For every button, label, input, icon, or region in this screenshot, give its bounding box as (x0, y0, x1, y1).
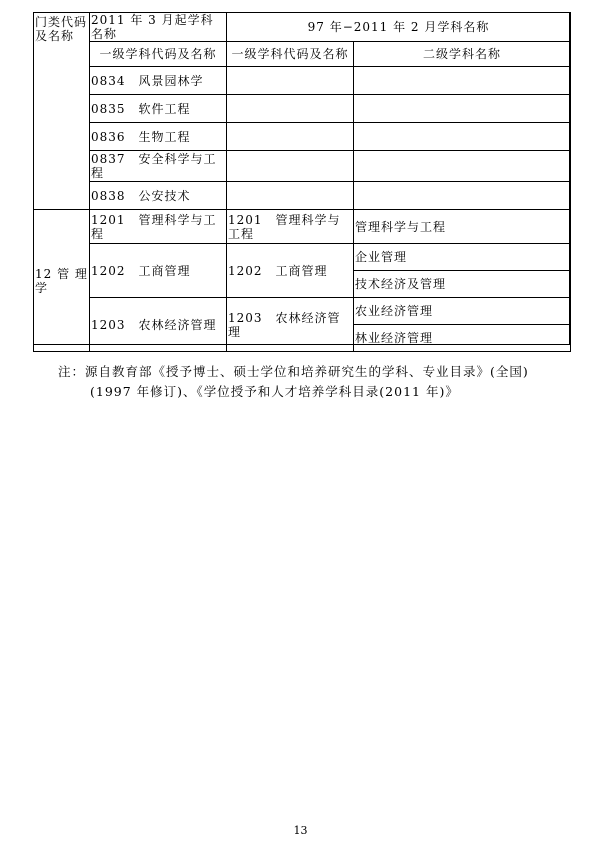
second-level-cell: 技术经济及管理 (354, 271, 571, 298)
note-line-1: 注：源自教育部《授予博士、硕士学位和培养研究生的学科、专业目录》(全国) (58, 364, 529, 379)
new-discipline-cell: 0838 公安技术 (90, 182, 227, 210)
old-discipline-cell (227, 123, 354, 151)
new-title-cell: 2011 年 3 月起学科名称 (90, 13, 227, 42)
table-row (34, 244, 571, 271)
table-row (34, 151, 571, 182)
new-discipline-cell: 0837 安全科学与工程 (90, 151, 227, 182)
subheader-row (34, 42, 571, 67)
second-level-cell: 管理科学与工程 (354, 210, 571, 244)
old-discipline-cell (227, 95, 354, 123)
old-first-level-header: 一级学科代码及名称 (227, 42, 354, 67)
table-row (34, 67, 571, 95)
new-discipline-cell: 0834 风景园林学 (90, 67, 227, 95)
second-level-cell: 企业管理 (354, 244, 571, 271)
new-discipline-cell: 1201 管理科学与工程 (90, 210, 227, 244)
old-discipline-cell: 1202 工商管理 (227, 244, 354, 298)
new-discipline-cell: 1203 农林经济管理 (90, 298, 227, 352)
new-first-level-header: 一级学科代码及名称 (90, 42, 227, 67)
second-level-cell: 林业经济管理 (354, 325, 571, 352)
second-level-cell (354, 67, 571, 95)
old-discipline-cell (227, 151, 354, 182)
table-row (34, 95, 571, 123)
new-discipline-cell: 1202 工商管理 (90, 244, 227, 298)
old-title-cell: 97 年−2011 年 2 月学科名称 (227, 13, 571, 42)
category-header-cell: 门类代码及名称 (34, 13, 90, 210)
table-row (34, 298, 571, 325)
header-row (34, 13, 571, 42)
old-discipline-cell (227, 67, 354, 95)
discipline-table (33, 12, 571, 352)
old-discipline-cell: 1201 管理科学与工程 (227, 210, 354, 244)
management-category-cell: 12 管 理学 (34, 210, 90, 352)
table-row (34, 210, 571, 244)
source-note (58, 362, 558, 402)
new-discipline-cell: 0836 生物工程 (90, 123, 227, 151)
second-level-cell (354, 95, 571, 123)
table-row (34, 123, 571, 151)
second-level-cell: 农业经济管理 (354, 298, 571, 325)
second-level-cell (354, 151, 571, 182)
old-second-level-header: 二级学科名称 (354, 42, 571, 67)
note-line-2: (1997 年修订)、《学位授予和人才培养学科目录(2011 年)》 (90, 384, 459, 399)
new-discipline-cell: 0835 软件工程 (90, 95, 227, 123)
second-level-cell (354, 123, 571, 151)
table-row (34, 182, 571, 210)
second-level-cell (354, 182, 571, 210)
old-discipline-cell (227, 182, 354, 210)
page-number: 13 (293, 824, 308, 837)
old-discipline-cell: 1203 农林经济管理 (227, 298, 354, 352)
